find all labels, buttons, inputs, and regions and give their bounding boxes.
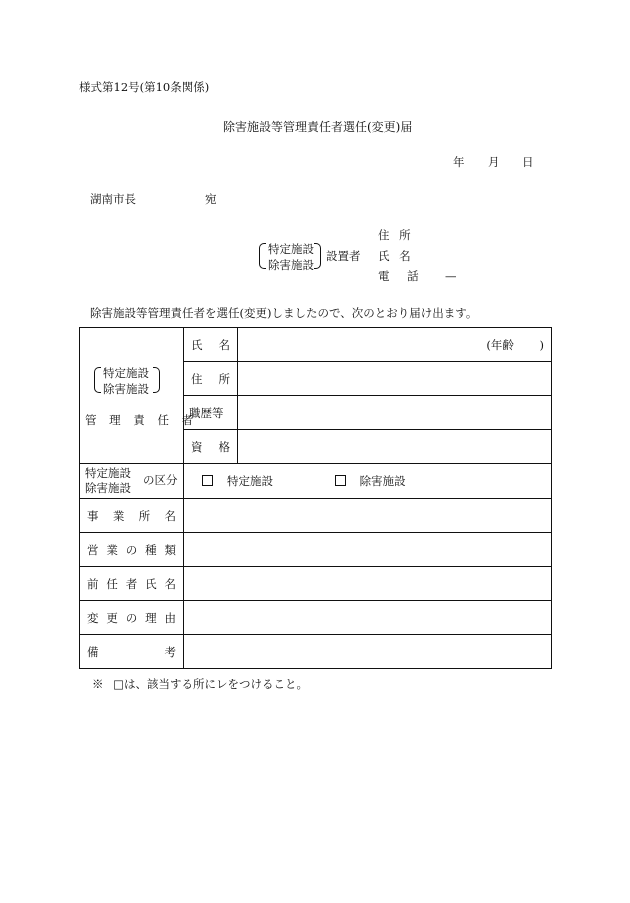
applicant-facility-2: 除害施設 <box>268 258 314 272</box>
change-reason-field[interactable] <box>184 601 552 635</box>
applicant-phone-label: 電 話 <box>378 269 419 283</box>
table-brace-left <box>94 367 101 393</box>
manager-name-label: 氏 名 <box>184 328 238 362</box>
office-name-field[interactable] <box>184 499 552 533</box>
date-month: 月 <box>488 155 500 169</box>
registration-table <box>79 327 552 669</box>
manager-address-label: 住 所 <box>184 362 238 396</box>
applicant-role: 設置者 <box>326 249 361 263</box>
facility-category-label <box>80 464 184 499</box>
checkbox-note: ※ □は、該当する所にレをつけること。 <box>92 677 309 691</box>
group-facility-2: 除害施設 <box>103 381 149 396</box>
applicant-facility-1: 特定施設 <box>268 242 314 256</box>
change-reason-label: 変 更 の 理 由 <box>80 601 184 635</box>
manager-career-label: 職歴等 <box>184 396 238 430</box>
predecessor-name-field[interactable] <box>184 567 552 601</box>
intro-text: 除害施設等管理責任者を選任(変更)しましたので、次のとおり届け出ます。 <box>90 306 478 320</box>
form-number: 様式第12号(第10条関係) <box>79 80 210 94</box>
manager-qualification-field[interactable] <box>238 430 552 464</box>
business-type-field[interactable] <box>184 533 552 567</box>
applicant-address-label: 住 所 <box>378 228 411 242</box>
age-label: (年齢 ) <box>486 337 544 352</box>
addressee-name: 湖南市長 <box>90 192 136 206</box>
category-facility-2: 除害施設 <box>85 481 131 495</box>
abatement-facility-checkbox[interactable] <box>335 475 346 486</box>
date-day: 日 <box>522 155 534 169</box>
facility-category-options <box>184 464 552 499</box>
manager-qualification-label: 資 格 <box>184 430 238 464</box>
option-specified[interactable]: 特定施設 <box>202 474 273 488</box>
manager-address-field[interactable] <box>238 362 552 396</box>
remarks-label: 備 考 <box>80 635 184 669</box>
manager-name-field[interactable] <box>238 328 552 362</box>
business-type-label: 営 業 の 種 類 <box>80 533 184 567</box>
applicant-brace-left <box>259 243 266 269</box>
table-brace-right <box>153 367 160 393</box>
manager-career-field[interactable] <box>238 396 552 430</box>
phone-separator: — <box>445 269 457 283</box>
applicant-brace-right <box>314 243 321 269</box>
manager-group-cell <box>80 328 194 464</box>
category-suffix: の区分 <box>143 473 178 487</box>
option-abatement[interactable]: 除害施設 <box>335 474 406 488</box>
document-title: 除害施設等管理責任者選任(変更)届 <box>223 120 413 134</box>
office-name-label: 事 業 所 名 <box>80 499 184 533</box>
predecessor-name-label: 前 任 者 氏 名 <box>80 567 184 601</box>
group-facility-1: 特定施設 <box>103 365 149 380</box>
applicant-name-label: 氏 名 <box>378 249 411 263</box>
date-year: 年 <box>453 155 465 169</box>
category-facility-1: 特定施設 <box>85 466 131 480</box>
addressee-honorific: 宛 <box>205 192 217 206</box>
remarks-field[interactable] <box>184 635 552 669</box>
manager-group-title: 管 理 責 任 者 <box>85 412 194 427</box>
specified-facility-checkbox[interactable] <box>202 475 213 486</box>
